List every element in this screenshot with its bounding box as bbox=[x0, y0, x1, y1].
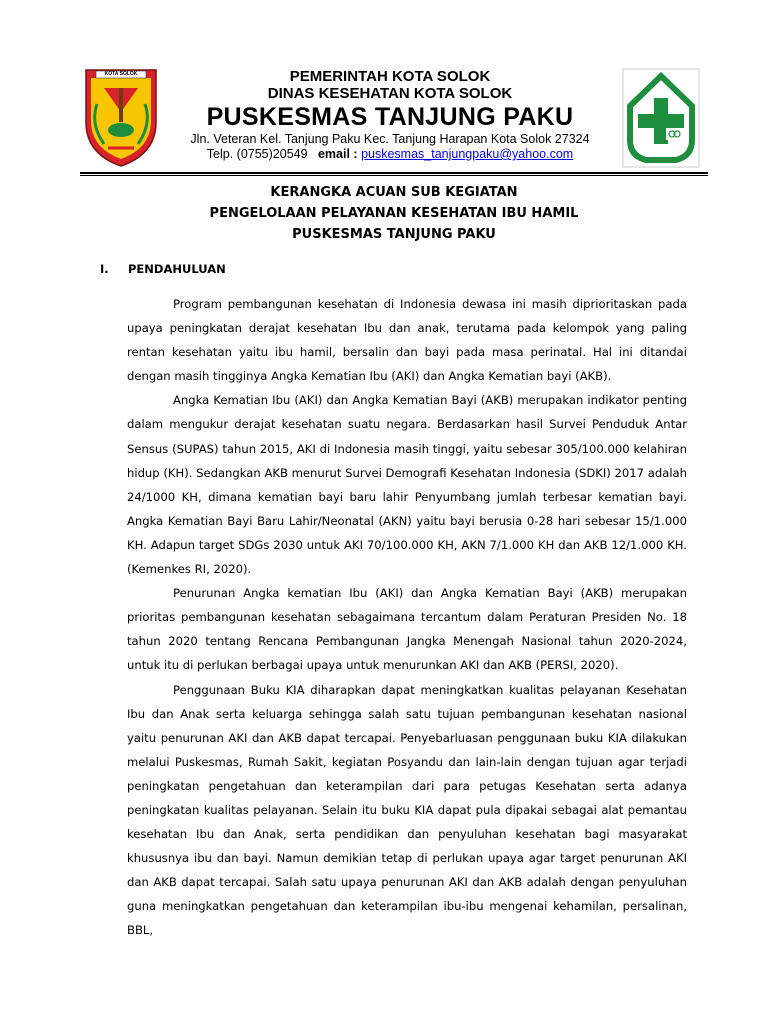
letterhead bbox=[0, 0, 768, 170]
title-line-3: PUSKESMAS TANJUNG PAKU bbox=[292, 227, 496, 242]
section-heading bbox=[100, 262, 226, 276]
email-label: email : bbox=[317, 147, 358, 161]
paragraph-4: Penggunaan Buku KIA diharapkan dapat meningkatkan kualitas pelayanan Kesehatan Ibu dan Anak serta keluarga sehingga salah satu tujuan pembangunan kesehatan nasional yaitu penurunan AKI dan AKB dapat tercapai. Penyebarluasan penggunaan buku KIA dilakukan melalui Puskesmas, Rumah Sakit, kegiatan Posyandu dan lain-lain dengan tujuan agar terjadi peningkatan pengetahuan dan keterampilan dari para petugas Kesehatan serta adanya peningkatan kualitas pelayanan. Selain itu buku KIA dapat pula dipakai sebagai alat pemantau kesehatan Ibu dan Anak, serta pendidikan dan penyuluhan kesehatan bagi masyarakat khususnya ibu dan bayi. Namun demikian tetap di perlukan upaya agar target penurunan AKI dan AKB dapat tercapai. Salah satu upaya penurunan AKI dan AKB adalah dengan penyuluhan guna meningkatkan pengetahuan dan keterampilan ibu-ibu mengenai kehamilan, persalinan, BBL, bbox=[127, 682, 687, 938]
phone: Telp. (0755)20549 bbox=[206, 147, 308, 161]
address: Jln. Veteran Kel. Tanjung Paku Kec. Tanjung Harapan Kota Solok 27324 bbox=[190, 132, 590, 146]
section-title: PENDAHULUAN bbox=[128, 262, 226, 276]
paragraph-2: Angka Kematian Ibu (AKI) dan Angka Kematian Bayi (AKB) merupakan indikator penting dalam mengukur derajat kesehatan suatu negara. Berdasarkan hasil Survei Penduduk Antar Sensus (SUPAS) tahun 2015, AKI di Indonesia masih tinggi, yaitu sebesar 305/100.000 kelahiran hidup (KH). Sedangkan AKB menurut Survei Demografi Kesehatan Indonesia (SDKI) 2017 adalah 24/1000 KH, dimana kematian bayi baru lahir Penyumbang jumlah terbesar kematian bayi. Angka Kematian Bayi Baru Lahir/Neonatal (AKN) yaitu bayi berusia 0-28 hari sebesar 15/1.000 KH. Adapun target SDGs 2030 untuk AKI 70/100.000 KH, AKN 7/1.000 KH dan AKB 12/1.000 KH. (Kemenkes RI, 2020). bbox=[127, 393, 687, 577]
department-name: DINAS KESEHATAN KOTA SOLOK bbox=[267, 85, 513, 102]
section-number: I. bbox=[100, 262, 109, 276]
institution-name: PUSKESMAS TANJUNG PAKU bbox=[206, 103, 574, 131]
contact-line bbox=[170, 147, 610, 162]
document-title bbox=[80, 182, 708, 245]
letterhead-rule-thin bbox=[80, 175, 708, 176]
letterhead-rule bbox=[80, 172, 708, 174]
body-text bbox=[127, 292, 687, 943]
crest-label: KOTA SOLOK bbox=[104, 71, 138, 77]
letterhead-text bbox=[170, 68, 610, 162]
paragraph-1: Program pembangunan kesehatan di Indonesia dewasa ini masih diprioritaskan pada upaya peningkatan derajat kesehatan Ibu dan anak, terutama pada kelompok yang paling rentan kesehatan yaitu ibu hamil, bersalin dan bayi pada masa perinatal. Hal ini ditandai dengan masih tingginya Angka Kematian Ibu (AKI) dan Angka Kematian bayi (AKB). bbox=[127, 297, 687, 384]
title-line-2: PENGELOLAAN PELAYANAN KESEHATAN IBU HAMIL bbox=[209, 206, 579, 221]
title-line-1: KERANGKA ACUAN SUB KEGIATAN bbox=[270, 185, 518, 200]
puskesmas-logo-icon bbox=[622, 68, 700, 168]
kota-solok-crest-icon bbox=[82, 64, 160, 168]
government-name: PEMERINTAH KOTA SOLOK bbox=[289, 68, 491, 85]
email-link[interactable]: puskesmas_tanjungpaku@yahoo.com bbox=[361, 147, 574, 161]
paragraph-3: Penurunan Angka kematian Ibu (AKI) dan Angka Kematian Bayi (AKB) merupakan prioritas pembangunan kesehatan sebagaimana tercantum dalam Peraturan Presiden No. 18 tahun 2020 tentang Rencana Pembangunan Jangka Menengah Nasional tahun 2020-2024, untuk itu di perlukan berbagai upaya untuk menurunkan AKI dan AKB (PERSI, 2020). bbox=[127, 586, 687, 673]
